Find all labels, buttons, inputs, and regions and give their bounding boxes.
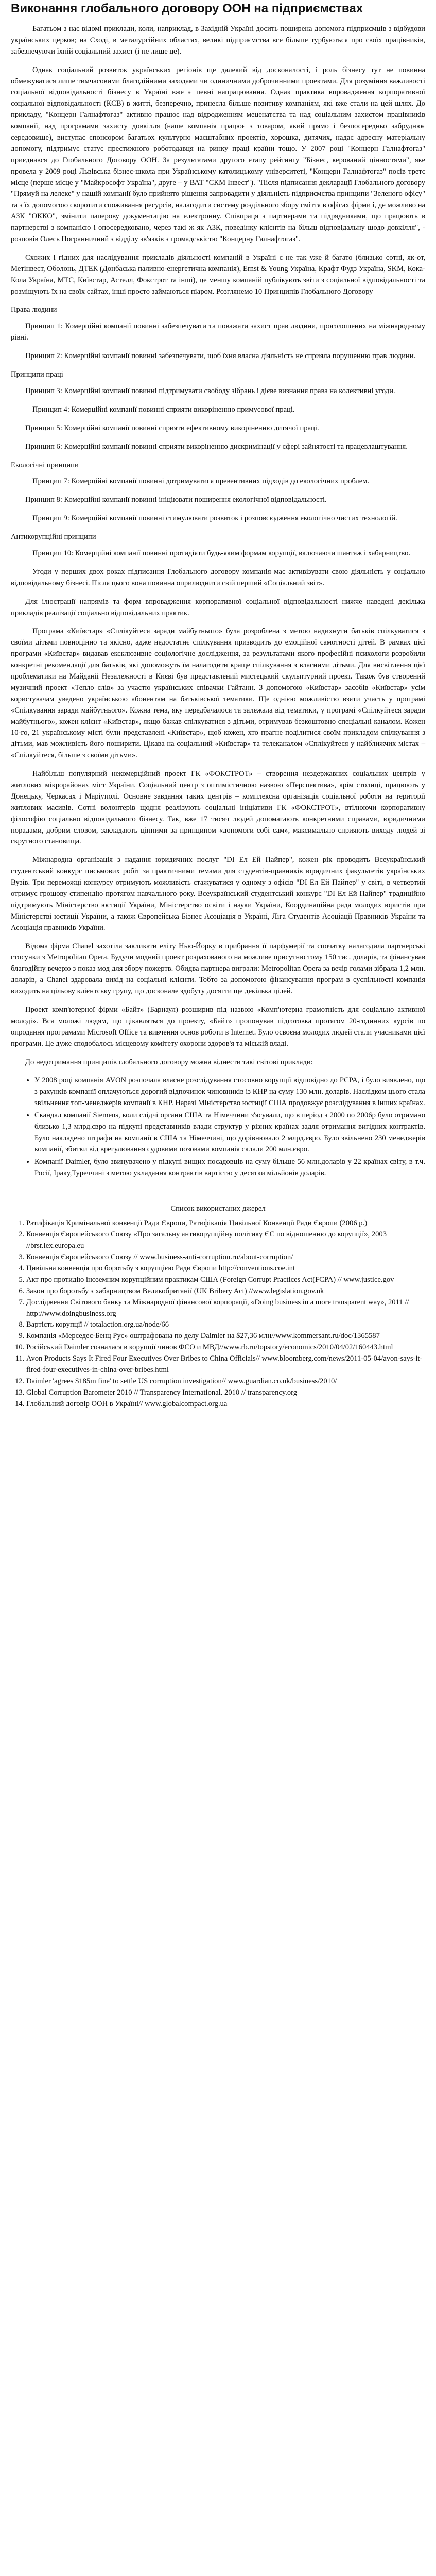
source-item: 10. Російський Daimler созналася в корупції чинов ФСО и МВД//www.rb.ru/topstory/economics/2010/04/02/160443.html xyxy=(26,1342,425,1353)
principle-10: Принцип 10: Комерційні компанії повинні протидіяти будь-яким формам корупції, включаючи шантаж і хабарництво. xyxy=(32,549,411,557)
main-paragraph-1: Угоди у перших двох роках підписання Глобального договору компанія має активізувати свою діяльність у соціально відповідальному бізнесі. Після цього вона повинна оприлюднити свій перший «Соціальний звіт». xyxy=(11,567,425,587)
sources-list xyxy=(11,1218,425,1410)
page-title: Виконання глобального договору ООН на підприємствах xyxy=(11,2,363,15)
list-item: • Компанії Daimler, було звинувачено у підкупі вищих посадовців на суму більше 56 млн.доларів у 22 країнах світу, в т.ч. Росії, Іраку,Туреччині з метою укладання контрактів вартістю у десятки мільйонів доларів. xyxy=(34,1157,425,1179)
source-item: 14. Глобальний договір ООН в Україні// www.globalcompact.org.ua xyxy=(26,1399,425,1410)
sources-heading: Список використаних джерел xyxy=(170,1205,266,1213)
intro-paragraph-3: Схожих і гідних для наслідування прикладів діяльності компаній в Україні є не так уже й багато (близько сотні, як-от, Метінвест, Оболонь, ДТЕК (Донбаська паливно-енергетична компанія), Ernst & Young Україна, Крафт Фудз Україна, SKM, Кока-Кола Україна, МТС, Київстар, Астелл, Фокстрот та інші), це меншу компаній публікують звіти з соціальної відповідальності та розміщують їх на своїх сайтах, інші просто займаються піаром. Розглянемо 10 Принципів Глобального Договору xyxy=(11,253,425,296)
principle-7: Принцип 7: Комерційні компанії повинні дотримуватися превентивних підходів до екологічних проблем. xyxy=(32,477,370,486)
source-item: 3. Конвенція Європейського Союзу // www.business-anti-corruption.ru/about-corruption/ xyxy=(26,1252,425,1263)
main-paragraph-2: Для ілюстрації напрямів та форм впровадження корпоративної соціальної відповідальності нижче наведені декілька прикладів реалізації соціально відповідальних практик. xyxy=(11,597,425,617)
main-paragraph-kyivstar: Програма «Київстар» «Сплікуйтеся заради майбутнього» була розроблена з метою надихнути батьків спілкуватися з своїми дітьми повноцінно та якісно, адже недостатнє спілкування призводить до емоційної самотності дітей. В рамках цієї програми «Київстар» видавав ексклюзивне соціологічне дослідження, за результатами якого професійні психологи розробили конкретні рекомендації для батьків, які допоможуть їм налагодити краще спілкування з власними дітьми. Для висвітлення цієї проблематики на Майданіі Незалежності в Києві був представлений мистецький скульптурний проект. Також був створений музичний проект «Тепло слів» за участю українських співачки Гайтанн. З допомогою «Київстар» засобів «Київстар» усім користувачам уведено українською абонентам на батьківської тематики. Ще однією можливістю взяти участь у програмі «Спілкування заради майбутнього». Кожна тема, яку передбачалося та залежала від тематики, у програмі «Спілкуйтеся заради майбутнього», кожен клієнт «Київстар», якщо бажав спілкуватися з дітьми, отримував безкоштовно спеціальні каналом. Кожен 10-го, 21 українському місті були представлені «Київстар», щоб кожен, хто прагне поділитися своїм прикладом спілкування з дітьми, мав можливість його поширити. Цікава на соціальний «Київстар» та телеканалом «Сплікуйтеся у найближчих містах – «Спілкуйтеся, більше з своїми дітьми». xyxy=(11,627,425,760)
principle-1: Принцип 1: Комерційні компанії повинні забезпечувати та поважати захист прав людини, проголошених на міжнародному рівні. xyxy=(11,322,425,342)
list-item: • Скандал компанії Siemens, коли слідчі органи США та Німеччини з'ясували, що в період з 2000 по 2006р було отримано близько 1,3 млрд.євро на підкупі представників влади структур у різних країнах задля отримання вигідних контрактів. Було накладено штрафи на компанії в США та Німеччині, що дорівнювало 2 млрд.євро. Було звільнено 230 менеджерів компанії, збитки від врегулювання судовими позовами компанія склали 200 млн.євро. xyxy=(34,1110,425,1156)
principle-group-label-anticorruption: Антикорупційні принципи xyxy=(11,533,96,541)
principle-group-label-labour: Принципи праці xyxy=(11,370,63,379)
principle-9: Принцип 9: Комерційні компанії повинні стимулювати розвиток і розповсюдження екологічно чистих технологій. xyxy=(32,514,397,523)
principles-section xyxy=(11,304,425,559)
main-paragraph-chanel: Відома фірма Chanel захотіла закликати еліту Нью-Йорку в прибрання її парфумерії та спочатку налагодила партнерські стосунки з Metropolitan Opera. Будучи модний проект розрахованого на можливе присутню тому 150 тис. доларів, та фінансував благодійну вечерю з показ мод для збору пожертв. Обидва партнера виграли: Metropolitan Opera за вечір голами зібрала 1,2 млн. доларів, а Chanel здаровала вихід на соціальні клієнти. Тобто за допомогою фінансування програм в суспільності компанія виходить на цільову клієнтську групу, що досконале здобуту досягти ще декілька цілей. xyxy=(11,942,425,996)
principle-3: Принцип 3: Комерційні компанії повинні підтримувати свободу зібрань і дієве визнання права на колективні угоди. xyxy=(25,386,395,395)
source-item: 1. Ратифікація Кримінальної конвенції Ради Європи, Ратифікація Цивільної Конвенції Ради Європи (2006 р.) xyxy=(26,1218,425,1229)
intro-paragraph-2: Однак соціальний розвиток українських регіонів ще далекий від досконалості, і роль бізнесу тут не повинна обмежуватися лише тимчасовими благодійними заходами чи одиничними доброчинними проектами. Для розуміння важливості соціальної відповідальності бізнесу в Україні вже є певні напрацювання. Однак практика впровадження корпоративної соціальної відповідальності (КСВ) в житті, безперечно, принесла більше позитиву компаніям, які вже стали на цей шлях. До прикладу, "Концерн Галнафтогаз" активно працює над відродженням меценатства та над соціальним захистом працівників компанії, над програмами захисту довкілля (наше компанія працює з товаром, який прямо і безпосередньо забруднює середовище), виступає спонсором багатьох культурно масштабних проектів, хорошка, дитячих, надає адресну матеріальну допомогу, підтримує статус престижного роботодавця на ринку праці країни тощо. У 2007 році "Концерн Галнафтогаз" приєднався до Глобального Договору ООН. За результатами другого етапу рейтингу "Бізнес, керований цінностями", яке провела у 2009 році Львівська бізнес-школа при Українському католицькому університеті, "Концерн Галнафтогаз" посів третє місце (перше місце у "Майкрософт Україна", друге – у ВАТ "СКМ Інвест"). "Після підписання декларації Глобального договору "Прямуй на лелеке" у нашій компанії було прийнято рішення запровадити у діяльність підприємства принципи "Зеленого офісу" та з їх допомогою скоротити споживання ресурсів, налагодити систему роздільного збору сміття в офісах фірми і, де можливо на АЗК "ОККО", змінити паперову документацію на електронну. Співпраця з партнерами та підрядниками, що працюють в партнерстві з компанією і опосередковано, через такі ж як АЗК, поведінку клієнтів на більш відповідальну щодо довкілля", - розповів Олесь Погранничний з відділу зв'язків з громадськістю "Концерну Галнафтогаз". xyxy=(11,65,425,244)
source-item: 11. Avon Products Says It Fired Four Executives Over Bribes to China Officials// www.bloomberg.com/news/2011-05-04/avon-says-it-fired-four-executives-in-china-over-bribes.html xyxy=(26,1353,425,1376)
intro-paragraph-1: Багатьом з нас відомі приклади, коли, наприклад, в Західній Україні досить поширена допомога підприємців з відбудови українських церков; на Сході, в металургійних областях, великі підприємства все більше турбуються про своїх працівників, забезпечуючи їхній соціальний захист (і не лише це). xyxy=(11,25,425,56)
source-item: 13. Global Corruption Barometer 2010 // Transparency International. 2010 // transparency.org xyxy=(26,1387,425,1399)
main-paragraph-bayt: Проект комп'ютерної фірми «Байт» (Барнаул) розширив під назвою «Комп'ютерна грамотність для соціально активної молоді». Вся моложі людям, що цікавляться до проекту, «Байт» пропонував підготовка протягом 20-годинних курсів по опродання програмами Microsoft Office та вивчення основ роботи в Internet. Було освоєна молодих людей стали учасниками цієї програми. Це дуже сподобалось місцевому комітету охорони здоров'я та міській владі. xyxy=(11,1006,425,1048)
principle-4: Принцип 4: Комерційні компанії повинні сприяти викоріненню примусової праці. xyxy=(32,405,295,414)
source-item: 2. Конвенція Європейського Союзу «Про загальну антикорупційну політику ЄС по відношенню до корупції», 2003 //brsr.lex.europa.eu xyxy=(26,1229,425,1252)
principle-group-label-environment: Екологічні принципи xyxy=(11,461,79,469)
source-item: 9. Компанія «Мерседес-Бенц Рус» оштрафована по делу Daimler на $27,36 млн//www.kommersant.ru/doc/1365587 xyxy=(26,1331,425,1342)
principle-2: Принцип 2: Комерційні компанії повинні забезпечувати, щоб їхня власна діяльність не сприяла порушенню прав людини. xyxy=(25,352,416,361)
source-item: 5. Акт про протидію іноземним корупційним практикам США (Foreign Corrupt Practices Act(FCPA) // www.justice.gov xyxy=(26,1275,425,1286)
principle-group-label-human-rights: Права людини xyxy=(11,306,57,314)
source-item: 8. Вартість корупції // totalaction.org.ua/node/66 xyxy=(26,1319,425,1331)
principle-8: Принцип 8: Комерційні компанії повинні ініціювати поширення екологічної відповідальності. xyxy=(25,496,327,504)
main-paragraph-dla-piper: Міжнародна організація з надання юридичних послуг "DI Ел Ей Пайпер", кожен рік проводить Всеукраїнський студентський конкурс письмових робіт за практичними темами для студентів-правників юридичних факультетів українських Вузів. Три переможці конкурсу отримують можливість стажуватися у одному з офісів "DI Ел Ей Пайпер" у світі, в четвертий отримує грошову стипендію протягом навчального року. Всеукраїнський студентський конкурс "DI Ел Ей Пайпер" традиційно підтримують Міністерство юстиції України, Міністерство освіти і науки України, Координаційна рада молодих юристів при Міністерстві юстиції України, а також Європейська Бізнес Асоціація в Україні, Ліга Студентів Асоціації Правників України та Асоціація правників України. xyxy=(11,856,425,932)
source-item: 4. Цивільна конвенція про боротьбу з корупцією Ради Європи http://conventions.coe.int xyxy=(26,1263,425,1275)
source-item: 12. Daimler 'agrees $185m fine' to settle US corruption investigation// www.guardian.co.uk/business/2010/ xyxy=(26,1376,425,1387)
source-item: 6. Закон про боротьбу з хабарництвом Великобританії (UK Bribery Act) //www.legislation.gov.uk xyxy=(26,1286,425,1297)
principle-5: Принцип 5: Комерційні компанії повинні сприяти ефективному викоріненню дитячої праці. xyxy=(25,423,319,432)
violations-list xyxy=(11,1075,425,1179)
main-paragraph-violations-intro: До недотримання принципів глобального договору можна віднести такі світові приклади: xyxy=(25,1058,313,1066)
source-item: 7. Дослідження Світового банку та Міжнародної фінансової корпорації, «Doing business in a more transparent way», 2011 // http://www.doingbusiness.org xyxy=(26,1297,425,1320)
main-paragraph-foxtrot: Найбільш популярний некомерційний проект ГК «ФОКСТРОТ» – створення нездержавних соціальних центрів у житлових мікрорайонах міст України. Соціальний центр з оптимістичною назвою «Перспектива», крім столиці, працюють у Донецьку, Черкасах і Маріуполі. Основне завдання таких центрів – комплексна організація соціальної роботи на території житлових масивів. Сотні волонтерів щодня реалізують соціальні ініціативи ГК «ФОКСТРОТ», втілюючи корпоративну філософію соціально відповідального бізнесу. Так, вже 17 тисяч людей допомагають конкретними справами, юридичними порадами, добрим словом, закладають цінними за принципом «допомоги собі сам», максимально сприяють виходу людей зі скрутного становища. xyxy=(11,770,425,846)
list-item: • У 2008 році компанія AVON розпочала власне розслідування стосовно корупції відповідно до РСРА, і було виявлено, що з рахунків компанії оплачуються дорогий відпочинок чиновників із КНР на суму 130 млн. доларів. Наслідком цього стала звільнення топ-менеджерів компанії в КНР. Наразі Міністерство юстиції США продовжує розслідування в інших країнах. xyxy=(34,1075,425,1109)
principle-6: Принцип 6: Комерційні компанії повинні сприяти викоріненню дискримінації у сфері зайнятості та працевлаштування. xyxy=(25,442,408,451)
